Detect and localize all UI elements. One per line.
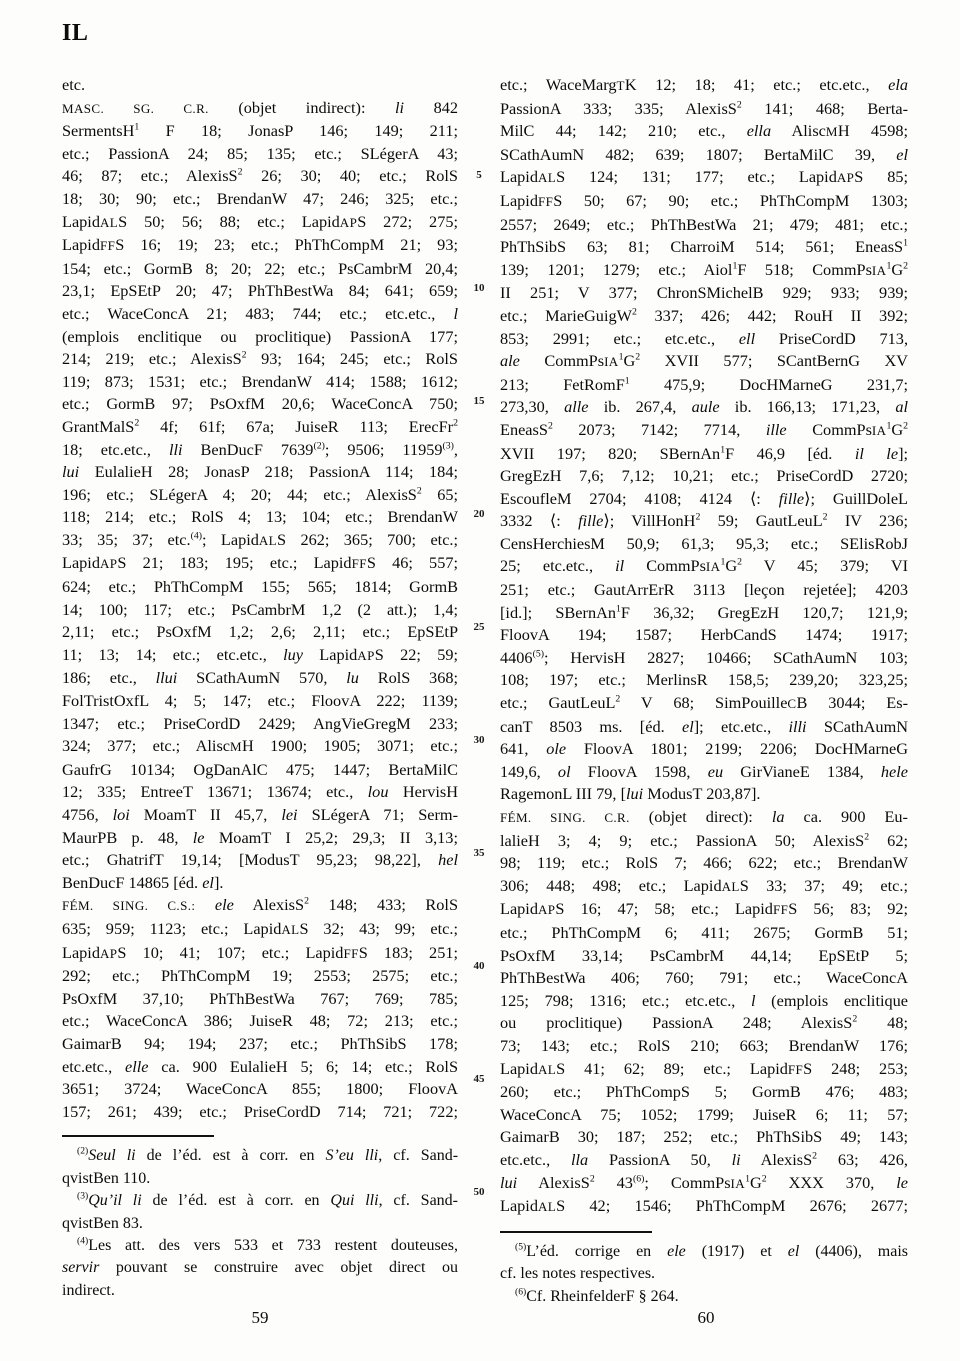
line-number-marker: 40 xyxy=(473,960,485,973)
main-text-line: LapidALS 50; 56; 88; etc.; LapidAPS 272; 275; xyxy=(62,211,458,231)
main-text-line: canT 8503 ms. [éd. el]; etc.etc., illi SCathAumN xyxy=(500,716,908,736)
main-text-line: LapidFFS 50; 67; 90; etc.; PhThCompM 1303; xyxy=(500,190,908,210)
line-number-marker: 15 xyxy=(473,395,485,408)
main-text-line: 186; etc., llui SCathAumN 570, lu RolS 368; xyxy=(62,668,458,688)
page-header-lemma: IL xyxy=(62,20,89,46)
line-number-marker: 10 xyxy=(473,282,485,295)
main-text-line: MilC 44; 142; 210; etc., ella AliscMH 4598; xyxy=(500,121,909,141)
main-text-line: 118; 214; etc.; RolS 4; 13; 104; etc.; BrendanW xyxy=(62,507,458,527)
right-column xyxy=(500,74,908,1308)
main-text-line: PsOxfM 33,14; PsCambrM 44,14; EpSEtP 5; xyxy=(500,945,908,965)
footnote-line: $^{(5)}$L’éd. corrige en ele (1917) et el (4406), mais xyxy=(515,1241,909,1260)
footnote-line: qvistBen 110. xyxy=(62,1169,151,1187)
main-text-line: lui EulalieH 28; JonasP 218; PassionA 114; 184; xyxy=(62,462,458,482)
main-text-line: LapidAPS 10; 41; 107; etc.; LapidFFS 183; 251; xyxy=(62,942,458,962)
main-text-line: [id.]; SBernAn$^1$F 36,32; GregEzH 120,7; 121,9; xyxy=(500,602,908,622)
page-number-right: 60 xyxy=(697,1308,715,1327)
main-text-line: 119; 873; 1531; etc.; BrendanW 414; 1588; 1612; xyxy=(62,371,458,391)
main-text-line: etc. xyxy=(62,75,86,94)
main-text-line: PsOxfM 37,10; PhThBestWa 767; 769; 785; xyxy=(62,988,458,1008)
main-text-line: 251; etc.; GautArrErR 3113 [leçon rejetée]; 4203 xyxy=(500,580,908,600)
main-text-line: etc.etc., elle ca. 900 EulalieH 5; 6; 14; etc.; RolS xyxy=(62,1056,458,1076)
main-text-line: 324; 377; etc.; AliscMH 1900; 1905; 3071; etc.; xyxy=(62,736,459,756)
footnote-line: indirect. xyxy=(62,1281,115,1299)
right-column-main-text xyxy=(500,74,908,1219)
main-text-line: 214; 219; etc.; AlexisS$^2$ 93; 164; 245; etc.; RolS xyxy=(62,349,458,369)
main-text-line: FloovA 194; 1587; HerbCandS 1474; 1917; xyxy=(500,625,908,645)
main-text-line: etc.; WaceConcA 386; JuiseR 48; 72; 213; etc.; xyxy=(62,1011,458,1031)
main-text-line: CensHerchiesM 50,9; 61,3; 95,3; etc.; SElisRobJ xyxy=(500,533,908,553)
main-text-line: FÉM. SING. C.R. (objet direct): la ca. 900 Eu- xyxy=(500,807,908,826)
main-text-line: 260; etc.; PhThCompS 5; GormB 476; 483; xyxy=(500,1082,908,1102)
main-text-line: GaimarB 30; 187; 252; etc.; PhThSibS 49; 143; xyxy=(500,1127,908,1147)
left-column xyxy=(62,74,458,1302)
main-text-line: etc.; PhThCompM 6; 411; 2675; GormB 51; xyxy=(500,922,908,942)
main-text-line: 46; 87; etc.; AlexisS$^2$ 26; 30; 40; etc.; RolS xyxy=(62,166,458,186)
main-text-line: 25; etc.etc., il $CommPsIA^1G^2$ V 45; 379; VI xyxy=(500,556,909,576)
line-number-marker: 25 xyxy=(473,621,485,634)
main-text-line: 2,11; etc.; PsOxfM 1,2; 2,6; 2,11; etc.; EpSEtP xyxy=(62,622,458,642)
main-text-line: 213; FetRomF$^1$ 475,9; DocHMarneG 231,7; xyxy=(500,374,909,394)
main-text-line: 108; 197; etc.; MerlinsR 158,5; 239,20; 323,25; xyxy=(500,670,908,690)
main-text-line: etc.etc., lla PassionA 50, li AlexisS$^2$ 63; 426, xyxy=(500,1149,908,1169)
main-text-line: LapidALS 42; 1546; PhThCompM 2676; 2677; xyxy=(500,1196,908,1216)
main-text-line: FÉM. SING. C.S.: ele AlexisS$^2$ 148; 433; RolS xyxy=(62,895,458,915)
main-text-line: 1347; etc.; PriseCordD 2429; AngVieGregM 233; xyxy=(62,713,458,733)
main-text-line: MASC. SG. C.R. (objet indirect): li 842 xyxy=(62,97,458,117)
main-text-line: II 251; V 377; ChronSMichelB 929; 933; 939; xyxy=(500,283,908,303)
main-text-line: etc.; PassionA 24; 85; 135; etc.; SLégerA 43; xyxy=(62,143,458,163)
line-number-marker: 5 xyxy=(476,169,482,182)
footnote-rule xyxy=(62,1135,214,1137)
line-number-marker: 45 xyxy=(473,1073,485,1086)
main-text-line: 33; 35; 37; etc.$^{(4)}$; LapidALS 262; 365; 700; etc.; xyxy=(62,529,459,549)
main-text-line: etc.; GormB 97; PsOxfM 20,6; WaceConcA 750; xyxy=(62,394,458,414)
two-column-text-block xyxy=(62,74,908,1308)
main-text-line: etc.; WaceMargTK 12; 18; 41; etc.; etc.etc., ela xyxy=(500,75,909,94)
main-text-line: GaimarB 94; 194; 237; etc.; PhThSibS 178; xyxy=(62,1033,458,1053)
main-text-line: GregEzH 7,6; 7,12; 10,21; etc.; PriseCordD 2720; xyxy=(500,466,908,486)
main-text-line: 196; etc.; SLégerA 4; 20; 44; etc.; AlexisS$^2$ 65; xyxy=(62,484,458,504)
main-text-line: 125; 798; 1316; etc.; etc.etc., l (emplois enclitique xyxy=(500,990,909,1010)
main-text-line: 3651; 3724; WaceConcA 855; 1800; FloovA xyxy=(62,1079,458,1099)
line-number-marker: 50 xyxy=(473,1186,485,1199)
main-text-line: LapidAPS 21; 183; 195; etc.; LapidFFS 46; 557; xyxy=(62,553,458,573)
main-text-line: 139; 1201; 1279; etc.; Aiol$^1$F 518; $CommPsIA^1G^2$ xyxy=(500,259,908,279)
main-text-line: 73; 143; etc.; RolS 210; 663; BrendanW 176; xyxy=(500,1035,908,1055)
main-text-line: SermentsH$^1$ F 18; JonasP 146; 149; 211; xyxy=(62,121,458,141)
main-text-line: 624; etc.; PhThCompM 155; 565; 1814; GormB xyxy=(62,577,458,597)
main-text-line: ou proclitique) PassionA 248; AlexisS$^2$ 48; xyxy=(500,1013,908,1033)
main-text-line: PassionA 333; 335; AlexisS$^2$ 141; 468; Berta- xyxy=(500,98,908,118)
main-text-line: WaceConcA 75; 1052; 1799; JuiseR 6; 11; 57; xyxy=(500,1104,908,1124)
main-text-line: 292; etc.; PhThCompM 19; 2553; 2575; etc.; xyxy=(62,966,458,986)
main-text-line: (emplois enclitique ou proclitique) PassionA 177; xyxy=(62,326,458,346)
main-text-line: 306; 448; 498; etc.; LapidALS 33; 37; 49; etc.; xyxy=(500,875,908,895)
main-text-line: FolTristOxfL 4; 5; 147; etc.; FloovA 222; 1139; xyxy=(62,691,458,711)
line-number-marker: 20 xyxy=(473,508,485,521)
main-text-line: etc.; GautLeuL$^2$ V 68; SimPouilleCB 3044; Es- xyxy=(500,693,908,713)
main-text-line: EscoufleM 2704; 4108; 4124 ⟨: fille⟩; GuillDoleL xyxy=(500,488,908,508)
main-text-line: MaurPB p. 48, le MoamT I 25,2; 29,3; II 3,13; xyxy=(62,827,458,847)
line-number-marker: 30 xyxy=(473,734,485,747)
main-text-line: 149,6, ol FloovA 1598, eu GirVianeE 1384, hele xyxy=(500,761,909,781)
main-text-line: LapidALS 124; 131; 177; etc.; LapidAPS 85; xyxy=(500,167,908,187)
main-text-line: 853; 2991; etc.; etc.etc., ell PriseCordD 713, xyxy=(500,328,909,348)
footnote-line: $^{(2)}$Seul li de l’éd. est à corr. en S’eu lli, cf. Sand- xyxy=(77,1145,459,1165)
main-text-line: etc.; WaceConcA 21; 483; 744; etc.; etc.etc., l xyxy=(62,303,458,323)
main-text-line: 18; 30; 90; etc.; BrendanW 47; 246; 325; etc.; xyxy=(62,188,458,208)
footnote-line: cf. les notes respectives. xyxy=(500,1265,656,1283)
footnote-rule xyxy=(500,1231,652,1233)
main-text-line: XVII 197; 820; SBernAn$^1$F 46,9 [éd. il le]; xyxy=(500,443,909,463)
main-text-line: 641, ole FloovA 1801; 2199; 2206; DocHMarneG xyxy=(500,739,908,759)
main-text-line: 273,30, alle ib. 267,4, aule ib. 166,13; 171,23, al xyxy=(500,397,908,417)
main-text-line: 157; 261; 439; etc.; PriseCordD 714; 721; 722; xyxy=(62,1101,458,1121)
main-text-line: PhThBestWa 406; 760; 791; etc.; WaceConcA xyxy=(500,968,908,988)
main-text-line: LapidAPS 16; 47; 58; etc.; LapidFFS 56; 83; 92; xyxy=(500,899,908,919)
main-text-line: 98; 119; etc.; RolS 7; 466; 622; etc.; BrendanW xyxy=(500,853,908,873)
main-text-line: 154; etc.; GormB 8; 20; 22; etc.; PsCambrM 20,4; xyxy=(62,258,458,278)
left-column-footnotes xyxy=(62,1145,458,1302)
main-text-line: SCathAumN 482; 639; 1807; BertaMilC 39, el xyxy=(500,144,908,164)
footnote-line: $^{(3)}$Qu’il li de l’éd. est à corr. en Qui lli, cf. Sand- xyxy=(77,1190,459,1210)
main-text-line: PhThSibS 63; 81; CharroiM 514; 561; EneasS$^1$ xyxy=(500,237,908,257)
main-text-line: 3332 ⟨: fille⟩; VillHonH$^2$ 59; GautLeuL$^2$ IV 236; xyxy=(500,511,908,531)
main-text-line: lui AlexisS$^2$ 43$^{(6)}$; $CommPsIA^1G^2$ XXX 370, le xyxy=(500,1172,908,1192)
main-text-line: 2557; 2649; etc.; PhThBestWa 21; 479; 481; etc.; xyxy=(500,214,908,234)
main-text-line: BenDucF 14865 [éd. el]. xyxy=(62,872,224,892)
main-text-line: GaufrG 10134; OgDanAlC 475; 1447; BertaMilC xyxy=(62,759,458,779)
main-text-line: 4756, loi MoamT II 45,7, lei SLégerA 71; Serm- xyxy=(62,805,458,824)
left-column-main-text xyxy=(62,74,458,1123)
main-text-line: ale $CommPsIA^1G^2$ XVII 577; SCantBernG XV xyxy=(500,351,909,371)
line-number-marker: 35 xyxy=(473,847,485,860)
main-text-line: 11; 13; 14; etc.; etc.etc., luy LapidAPS 22; 59; xyxy=(62,644,459,664)
line-number-gutter xyxy=(458,74,500,1308)
main-text-line: 12; 335; EntreeT 13671; 13674; etc., lou HervisH xyxy=(62,782,458,802)
main-text-line: GrantMalS$^2$ 4f; 61f; 67a; JuiseR 113; ErecFr$^2$ xyxy=(62,416,458,436)
footnote-line: servir pouvant se construire avec objet direct ou xyxy=(62,1259,458,1277)
main-text-line: 14; 100; 117; etc.; PsCambrM 1,2 (2 att.); 1,4; xyxy=(62,599,458,619)
main-text-line: LapidFFS 16; 19; 23; etc.; PhThCompM 21; 93; xyxy=(62,235,458,255)
main-text-line: 23,1; EpSEtP 20; 47; PhThBestWa 84; 641; 659; xyxy=(62,281,458,301)
main-text-line: 4406$^{(5)}$; HervisH 2827; 10466; SCathAumN 103; xyxy=(500,647,908,667)
main-text-line: 635; 959; 1123; etc.; LapidALS 32; 43; 99; etc.; xyxy=(62,918,458,938)
main-text-line: 18; etc.etc., lli BenDucF 7639$^{(2)}$; 9506; 11959$^{(3)}$, xyxy=(62,439,458,459)
page-number-left: 59 xyxy=(251,1308,269,1327)
footnote-line: qvistBen 83. xyxy=(62,1214,143,1232)
right-column-footnotes xyxy=(500,1241,908,1308)
main-text-line: LapidALS 41; 62; 89; etc.; LapidFFS 248; 253; xyxy=(500,1058,908,1078)
main-text-line: lalieH 3; 4; 9; etc.; PassionA 50; AlexisS$^2$ 62; xyxy=(500,830,908,850)
main-text-line: etc.; GhatrifT 19,14; [ModusT 95,23; 98,22], hel xyxy=(62,850,458,870)
footnote-line: $^{(4)}$Les att. des vers 533 et 733 restent douteuses, xyxy=(77,1235,458,1254)
main-text-line: RagemonL III 79, [lui ModusT 203,87]. xyxy=(500,784,761,804)
footnote-line: $^{(6)}$Cf. RheinfelderF § 264. xyxy=(515,1286,679,1305)
main-text-line: etc.; MarieGuigW$^2$ 337; 426; 442; RouH II 392; xyxy=(500,305,908,325)
main-text-line: EneasS$^2$ 2073; 7142; 7714, ille $CommPsIA^1G^2$ xyxy=(500,419,908,439)
